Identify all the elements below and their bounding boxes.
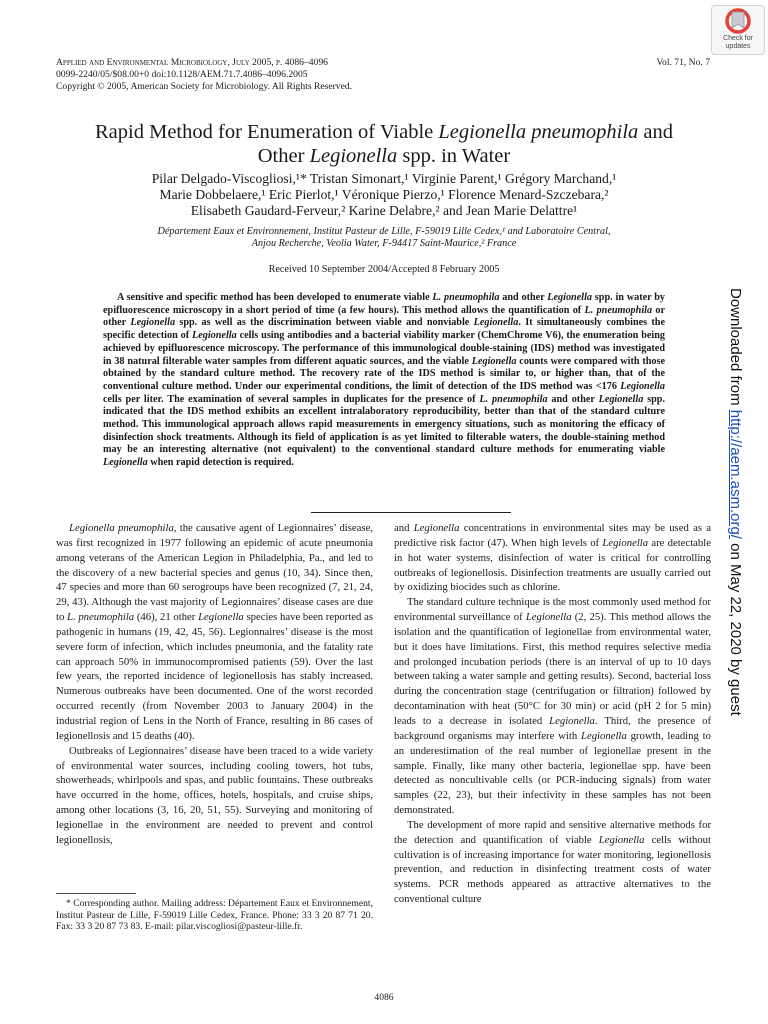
- bookmark-ribbon-icon: [712, 6, 764, 34]
- affiliations: [60, 226, 708, 250]
- volume-issue: Vol. 71, No. 7: [656, 57, 710, 68]
- body-paragraph: and Legionella concentrations in environmental sites may be used as a predictive risk factor (47). When high levels of Legionella are detectable in hot water systems, disinfection of water is critical for controlling outbreaks of legionellosis. Disinfection treatments are usually carried out by oxidizing biocides such as chlorine.: [394, 522, 711, 594]
- body-paragraph: Legionella pneumophila, the causative agent of Legionnaires’ disease, was first recognized in 1977 following an epidemic of acute pneumonia among veterans of the American Legion in Philadelphia, Pa., and led to the discovery of a new bacterial species and genus (10, 34). Since then, 47 species and more than 60 serogroups have been recognized (7, 21, 24, 29, 43). Although the vast majority of Legionnaires’ disease cases are due to L. pneumophila (46), 21 other Legionella species have been reported as pathogenic in humans (19, 42, 45, 56). Legionnaires’ disease is the most severe form of infection, which includes pneumonia, and the fatality rate can approach 50% in immunocompromised patients (59). Over the last few years, the reported incidence of legionellosis has stably increased. Numerous outbreaks have been documented. One of the worst recorded occurred recently (from November 2003 to January 2004) in the industrial region of Lens in the North of France, resulting in 86 cases of legionellosis and 15 deaths (40).: [56, 522, 373, 742]
- article-title: Rapid Method for Enumeration of Viable Legionella pneumophila and Other Legionella spp. in Water: [95, 121, 673, 167]
- body-paragraph: The standard culture technique is the most commonly used method for environmental surveillance of Legionella (2, 25). This method allows the isolation and the quantification of legionellae from environmental water, but it does have limitations. First, this method requires selective media and prolonged incubation periods (there is an interval of up to 10 days between taking a water sample and getting results). Second, bacterial loss during the concentration stage (centrifugation or filtration) followed by decontamination with heat (50°C for 30 min) or acid (pH 2 for 5 min) leads to a decrease in isolated Legionella. Third, the presence of background organisms may interfere with Legionella growth, leading to an underestimation of the real number of legionellae present in the sample. Finally, like many other bacteria, legionellae spp. have been detected as noncultivable cells (or PCR-inducing signals) from water samples (22, 23), but their infectivity in these samples has not been demonstrated.: [394, 596, 711, 817]
- footnote-divider: [56, 893, 136, 894]
- badge-label-line1: Check for: [723, 35, 753, 42]
- download-watermark: Downloaded from http://aem.asm.org/ on May 22, 2020 by guest: [727, 288, 744, 716]
- author-list: [60, 171, 708, 219]
- journal-citation: Applied and Environmental Microbiology, July 2005, p. 4086–4096: [56, 57, 328, 68]
- author-line: Marie Dobbelaere,¹ Eric Pierlot,¹ Véronique Pierzo,¹ Florence Menard-Szczebara,²: [159, 187, 609, 202]
- journal-site-link[interactable]: http://aem.asm.org/: [727, 409, 744, 539]
- body-paragraph: Outbreaks of Legionnaires’ disease have been traced to a wide variety of environmental water sources, including cooling towers, hot tubs, showerheads, whirlpools and spas, and public fountains. These outbreaks have occurred in the home, offices, hotels, hospitals, and cruise ships, among other locations (3, 16, 20, 51, 55). Surveying and monitoring of legionellae in the environment are needed to prevent and control legionellosis,: [56, 744, 373, 846]
- page-number: 4086: [374, 992, 394, 1003]
- author-line: Elisabeth Gaudard-Ferveur,² Karine Delabre,² and Jean Marie Delattre¹: [190, 203, 578, 218]
- received-accepted-dates: Received 10 September 2004/Accepted 8 February 2005: [268, 264, 500, 275]
- abstract-paragraph: A sensitive and specific method has been developed to enumerate viable L. pneumophila and other Legionella spp. in water by epifluorescence microscopy in a short period of time (a few hours). This method allows the quantification of L. pneumophila or other Legionella spp. as well as the discrimination between viable and nonviable Legionella. It simultaneously combines the specific detection of Legionella cells using antibodies and a bacterial viability marker (ChemChrome V6), the enumeration being achieved by epifluorescence microscopy. The performance of this immunological double-staining (IDS) method was investigated in 38 natural filterable water samples from different aquatic sources, and the viable Legionella counts were compared with those obtained by the standard culture method. The recovery rate of the IDS method is similar to, or higher than, that of the conventional culture method. Under our experimental conditions, the limit of detection of the IDS method was <176 Legionella cells per liter. The examination of several samples in duplicates for the presence of L. pneumophila and other Legionella spp. indicated that the IDS method exhibits an excellent intralaboratory reproducibility, better than that of the standard culture method. This immunological approach allows rapid measurements in emergency situations, such as monitoring the efficacy of disinfection shock treatments. Although its field of application is as yet limited to filterable waters, the double-staining method may be an interesting alternative (not equivalent) to the conventional standard culture methods for enumerating viable Legionella when rapid detection is required.: [103, 292, 666, 469]
- badge-label-line2: updates: [725, 43, 751, 50]
- doi-line: 0099-2240/05/$08.00+0 doi:10.1128/AEM.71.7.4086–4096.2005: [56, 69, 308, 80]
- check-for-updates-badge[interactable]: [711, 5, 765, 55]
- author-line: Pilar Delgado-Viscogliosi,¹* Tristan Simonart,¹ Virginie Parent,¹ Grégory Marchand,¹: [151, 171, 617, 186]
- body-column-right: [394, 521, 711, 907]
- affiliation-line: Anjou Recherche, Veolia Water, F-94417 Saint-Maurice,² France: [251, 238, 517, 250]
- copyright-line: Copyright © 2005, American Society for Microbiology. All Rights Reserved.: [56, 81, 353, 92]
- body-paragraph: The development of more rapid and sensitive alternative methods for the detection and quantification of viable Legionella cells without cultivation is of increasing importance for water monitoring, legionellosis prevention, and reduction in disinfecting treatment costs of water systems. PCR methods appeared as attractive alternatives to the conventional culture: [394, 818, 711, 906]
- body-column-left: [56, 521, 373, 848]
- abstract: [103, 292, 665, 470]
- corresponding-author-footnote: * Corresponding author. Mailing address: Département Eaux et Environnement, Institut Pasteur de Lille, F-59019 Lille Cedex, France. Phone: 33 3 20 87 71 20. Fax: 33 3 20 87 73 83. E-mail: pilar.viscogliosi@pasteur-lille.fr.: [56, 898, 373, 933]
- section-divider: [311, 512, 511, 513]
- affiliation-line: Département Eaux et Environnement, Institut Pasteur de Lille, F-59019 Lille Cedex,¹ and Laboratoire Central,: [157, 226, 611, 237]
